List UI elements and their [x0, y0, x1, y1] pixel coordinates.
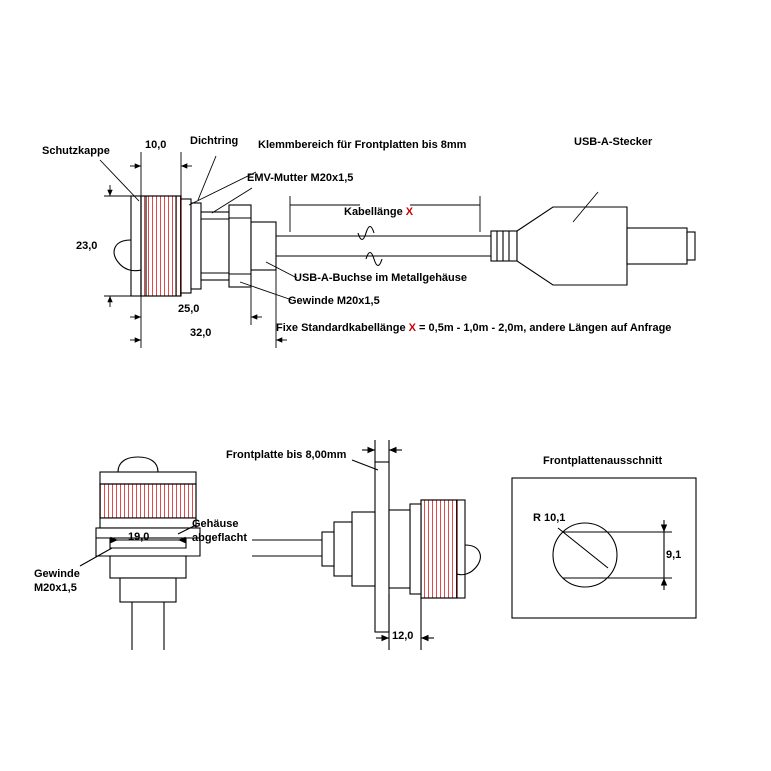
label-kabellaenge-text: Kabellänge — [344, 206, 403, 218]
label-gehaeuse-line2: abgeflacht — [192, 532, 248, 544]
label-kabellaenge — [344, 206, 413, 219]
dimension-10-0: 10,0 — [145, 139, 167, 151]
label-usb-a-stecker: USB-A-Stecker — [574, 136, 653, 148]
dimension-9-1: 9,1 — [666, 549, 682, 561]
label-usb-a-buchse: USB-A-Buchse im Metallgehäuse — [294, 272, 467, 284]
note-suffix: = 0,5m - 1,0m - 2,0m, andere Längen auf Anfrage — [416, 322, 672, 334]
label-kabellaenge-x: X — [405, 206, 414, 218]
dimension-19-0: 19,0 — [128, 531, 150, 543]
label-dichtring: Dichtring — [190, 135, 239, 147]
label-emv-mutter: EMV-Mutter M20x1,5 — [247, 172, 354, 184]
label-schutzkappe: Schutzkappe — [42, 145, 110, 157]
label-frontplattenausschnitt: Frontplattenausschnitt — [543, 455, 663, 467]
dimension-25-0: 25,0 — [178, 303, 200, 315]
note-prefix: Fixe Standardkabellänge — [276, 322, 409, 334]
panel-cutout-geometry — [512, 478, 696, 618]
label-gehaeuse-line1: Gehäuse — [192, 518, 239, 530]
bottom-left-view-geometry — [80, 457, 200, 650]
label-gewinde-bottom-line2: M20x1,5 — [34, 582, 77, 594]
note-standard-cable-length — [276, 322, 671, 335]
label-gewinde-top: Gewinde M20x1,5 — [288, 295, 380, 307]
label-radius: R 10,1 — [533, 512, 566, 524]
bottom-middle-view-geometry — [252, 440, 480, 650]
label-klemmbereich: Klemmbereich für Frontplatten bis 8mm — [258, 139, 467, 151]
dimension-23-0: 23,0 — [76, 240, 98, 252]
dimension-32-0: 32,0 — [190, 327, 212, 339]
dimension-12-0: 12,0 — [392, 630, 414, 642]
label-gewinde-bottom-line1: Gewinde — [34, 568, 80, 580]
note-x: X — [408, 322, 416, 334]
label-frontplatte: Frontplatte bis 8,00mm — [226, 449, 347, 461]
